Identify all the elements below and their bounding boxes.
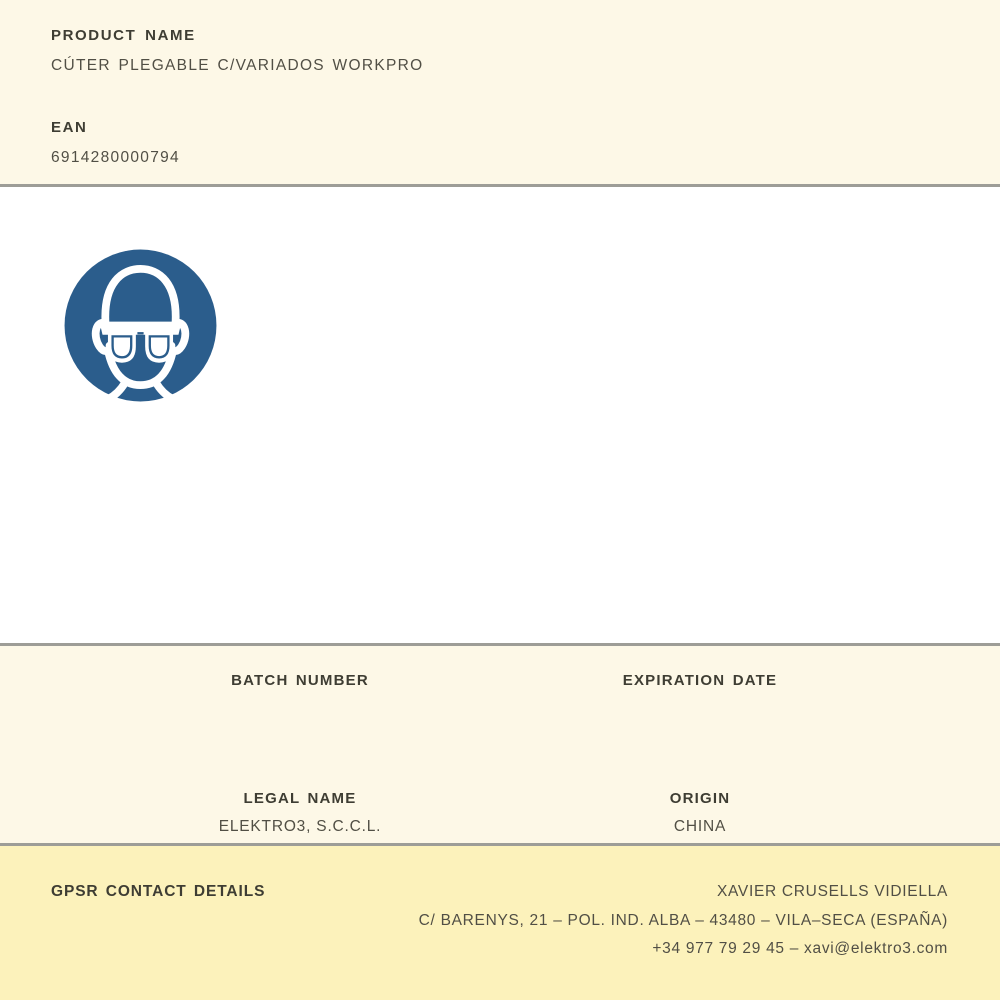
details-row-1 [100,672,900,718]
ean-field [51,119,950,167]
legal-name-label: LEGAL NAME [243,790,357,807]
origin-label: ORIGIN [669,790,731,807]
batch-number-label: BATCH NUMBER [231,672,369,689]
batch-number-field [100,672,500,718]
wear-eye-protection-icon [63,248,218,403]
batch-number-value [100,700,500,718]
origin-field [500,790,900,836]
expiration-date-label: EXPIRATION DATE [622,672,778,689]
ean-value: 6914280000794 [51,149,180,166]
details-row-2 [100,790,900,836]
gpsr-contact-section [0,846,1000,1000]
product-name-field [51,27,950,75]
product-header-section [0,0,1000,187]
ean-label: EAN [51,119,88,136]
origin-value: CHINA [673,818,727,835]
pictogram-section [0,187,1000,646]
contact-address: C/ BARENYS, 21 – POL. IND. ALBA – 43480 – VILA–SECA (ESPAÑA) [418,911,948,929]
legal-name-field [100,790,500,836]
gpsr-contact-details [419,878,948,964]
expiration-date-value [500,700,900,718]
expiration-date-field [500,672,900,718]
details-section [0,646,1000,846]
gpsr-contact-label: GPSR CONTACT DETAILS [51,883,266,900]
legal-name-value: ELEKTRO3, S.C.C.L. [218,818,382,835]
product-name-label: PRODUCT NAME [51,27,196,44]
contact-name: XAVIER CRUSELLS VIDIELLA [716,883,948,900]
contact-phone-email: +34 977 79 29 45 – xavi@elektro3.com [652,940,948,957]
product-name-value: CÚTER PLEGABLE C/VARIADOS WORKPRO [51,57,424,74]
